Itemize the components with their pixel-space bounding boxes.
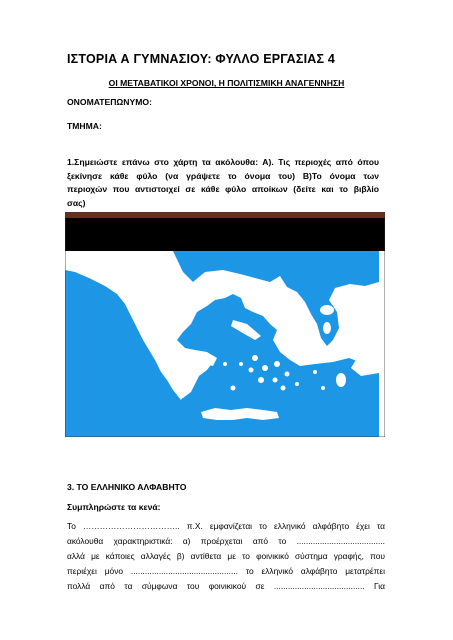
paragraph-line: αλλά με κάποιες αλλαγές β) αντίθετα με το φοινικικό σύστημα γραφής, που (67, 551, 385, 561)
worksheet-title: ΙΣΤΟΡΙΑ Α ΓΥΜΝΑΣΙΟΥ: ΦΥΛΛΟ ΕΡΓΑΣΙΑΣ 4 (67, 52, 335, 66)
map-right-edge (379, 251, 385, 437)
rhodes (336, 373, 346, 387)
zakynthos (162, 369, 168, 375)
section-3-heading: 3. ΤΟ ΕΛΛΗΝΙΚΟ ΑΛΦΑΒΗΤΟ (67, 482, 187, 492)
map-top-border (65, 212, 385, 218)
paragraph-line: περιέχει μόνο .............................................. το ελληνικό αλφάβητο μετατρέπει (67, 566, 385, 576)
paragraph-line: Το …………………………….. π.Χ. εμφανίζεται το ελληνικό αλφάβητο έχει τα (67, 521, 385, 531)
question-1-line: 1.Σημειώστε επάνω στο χάρτη τα ακόλουθα: Α). Τις περιοχές από όπου (67, 157, 379, 167)
name-label: ΟΝΟΜΑΤΕΠΩΝΥΜΟ: (67, 97, 152, 107)
question-1-line: σας) (67, 197, 86, 208)
corfu (140, 317, 146, 331)
samos (328, 343, 338, 349)
paragraph-line: πολλά από τα σύμφωνα του φοινικικού σε ....................................... Για (67, 581, 385, 591)
question-1-line: ξεκίνησε κάθε φύλο (να γράψετε το όνομα του) Β)Το όνομα των (67, 170, 379, 181)
lemnos (287, 300, 299, 308)
section-3-instruction: Συμπληρώστε τα κενά: (67, 502, 161, 512)
chios (323, 322, 331, 334)
greece-map (65, 212, 385, 437)
question-1 (67, 156, 379, 210)
lesbos (320, 305, 334, 315)
section-3-paragraph (67, 519, 385, 594)
paragraph-line: ακόλουθα χαρακτηριστικά: α) προέρχεται από το ...................................... (67, 536, 385, 546)
class-label: ΤΜΗΜΑ: (67, 121, 102, 131)
question-1-line: περιοχών που αντιστοιχεί σε κάθε φύλο αποίκων (δείτε και το βιβλίο (67, 184, 379, 194)
kefalonia (155, 351, 163, 361)
worksheet-subtitle: ΟΙ ΜΕΤΑΒΑΤΙΚΟΙ ΧΡΟΝΟΙ, Η ΠΟΛΙΤΙΣΜΙΚΗ ΑΝΑΓΕΝΝΗΣΗ (108, 78, 345, 88)
thasos (267, 285, 275, 291)
